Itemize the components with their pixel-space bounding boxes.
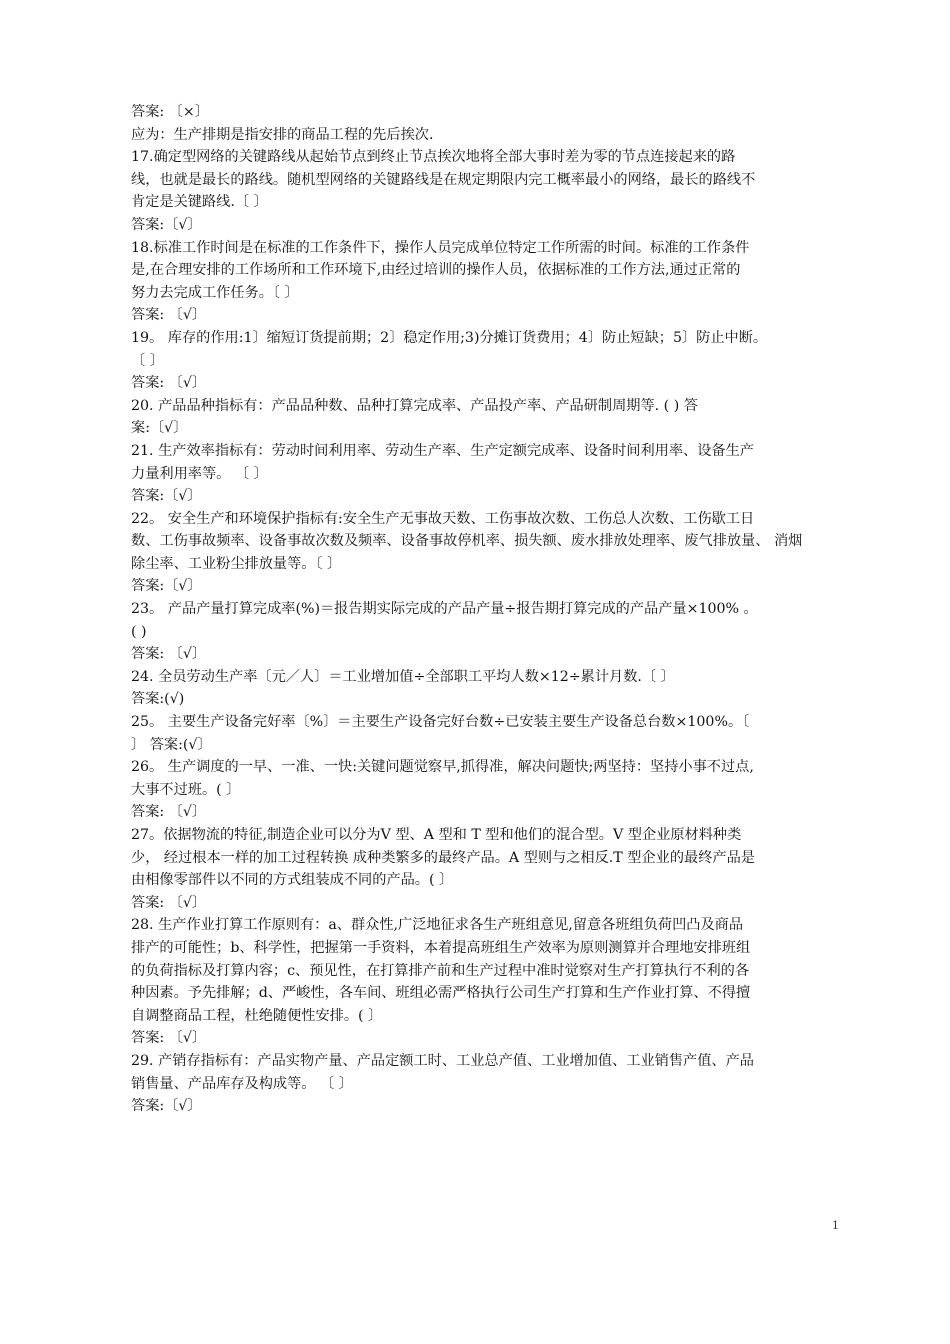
- text-line: 是,在合理安排的工作场所和工作环境下,由经过培训的操作人员，依据标准的工作方法,通过正常的: [131, 262, 741, 279]
- text-line: 销售量、产品库存及构成等。 〔 〕: [131, 1075, 353, 1092]
- text-line: 除尘率、工业粉尘排放量等。〔 〕: [131, 555, 342, 572]
- text-line: 〕 答案:(√〕: [131, 736, 212, 753]
- text-line: 20. 产品品种指标有：产品品种数、品种打算完成率、产品投产率、产品研制周期等. ( ) 答: [131, 397, 698, 414]
- text-line: 答案: 〔√〕: [131, 804, 207, 821]
- text-line: 案:〔√〕: [131, 420, 188, 437]
- text-line: 29. 产销存指标有：产品实物产量、产品定额工时、工业总产值、工业增加值、工业销售产值、产品: [131, 1052, 754, 1069]
- text-line: 种因素。予先排解；d、严峻性，各车间、班组必需严格执行公司生产打算和生产作业打算、不得擅: [131, 985, 751, 1002]
- text-line: 少， 经过根本一样的加工过程转换 成种类繁多的最终产品。A 型则与之相反.T 型企业的最终产品是: [131, 849, 755, 866]
- text-line: 答案: 〔√〕: [131, 894, 207, 911]
- text-line: 排产的可能性；b、科学性，把握第一手资料，本着提高班组生产效率为原则测算并合理地安排班组: [131, 939, 751, 956]
- document-body: [131, 101, 871, 1118]
- text-line: 28. 生产作业打算工作原则有：a、群众性,广泛地征求各生产班组意见,留意各班组负荷凹凸及商品: [131, 917, 744, 934]
- text-line: 力量利用率等。 〔 〕: [131, 465, 268, 482]
- text-line: 17.确定型网络的关键路线从起始节点到终止节点挨次地将全部大事时差为零的节点连接起来的路: [131, 149, 736, 166]
- text-line: 答案: 〔√〕: [131, 1030, 207, 1047]
- text-line: 〔 〕: [131, 352, 164, 369]
- text-line: 肯定是关键路线.〔 〕: [131, 194, 268, 211]
- text-line: 19。 库存的作用:1〕缩短订货提前期；2〕稳定作用;3)分摊订货费用；4〕防止短缺；5〕防止中断。: [131, 329, 768, 346]
- text-line: 大事不过班。( 〕: [131, 781, 241, 798]
- text-line: 答案: 〔×〕: [131, 104, 209, 120]
- text-line: 答案: 〔√〕: [131, 375, 207, 392]
- text-line: 答案:〔√〕: [131, 1098, 202, 1115]
- text-line: 答案: 〔√〕: [131, 646, 207, 663]
- text-line: 23。 产品产量打算完成率(%)＝报告期实际完成的产品产量÷报告期打算完成的产品产量×100% 。: [131, 601, 758, 618]
- text-line: 答案:〔√〕: [131, 488, 202, 505]
- text-line: 21. 生产效率指标有：劳动时间利用率、劳动生产率、生产定额完成率、设备时间利用率、设备生产: [131, 442, 754, 459]
- text-line: 18.标准工作时间是在标准的工作条件下，操作人员完成单位特定工作所需的时间。标准的工作条件: [131, 239, 750, 256]
- text-line: 答案:〔√〕: [131, 216, 202, 233]
- text-line: 的负荷指标及打算内容；c、预见性，在打算排产前和生产过程中准时觉察对生产打算执行不利的各: [131, 962, 750, 979]
- text-line: 努力去完成工作任务。〔 〕: [131, 284, 299, 301]
- page-number: 1: [832, 1219, 839, 1232]
- text-line: 由相像零部件以不同的方式组装成不同的产品。( 〕: [131, 872, 454, 889]
- text-line: 22。 安全生产和环境保护指标有:安全生产无事故天数、工伤事故次数、工伤总人次数、工伤歇工日: [131, 510, 755, 527]
- text-line: 答案: 〔√〕: [131, 307, 207, 324]
- text-line: 答案:〔√〕: [131, 578, 202, 595]
- text-line: 线，也就是最长的路线。随机型网络的关键路线是在规定期限内完工概率最小的网络，最长的路线不: [131, 171, 756, 188]
- text-line: 自调整商品工程，杜绝随便性安排。( 〕: [131, 1007, 383, 1024]
- text-line: 应为：生产排期是指安排的商品工程的先后挨次.: [131, 126, 434, 143]
- text-line: ( ): [131, 623, 147, 640]
- text-line: 数、工伤事故频率、设备事故次数及频率、设备事故停机率、损失额、废水排放处理率、废气排放量、 消烟: [131, 533, 803, 550]
- text-line: 25。 主要生产设备完好率〔%〕＝主要生产设备完好台数÷已安装主要生产设备总台数×100%。〔: [131, 714, 750, 731]
- text-line: 26。 生产调度的一早、一准、一快:关键问题觉察早,抓得准，解决问题快;两坚持：坚持小事不过点,: [131, 759, 754, 776]
- text-line: 答案:(√): [131, 691, 185, 708]
- text-line: 27。依据物流的特征,制造企业可以分为V 型、A 型和 T 型和他们的混合型。V 型企业原材料种类: [131, 827, 742, 843]
- text-line: 24. 全员劳动生产率〔元／人〕＝工业增加值÷全部职工平均人数×12÷累计月数.〔 〕: [131, 668, 675, 685]
